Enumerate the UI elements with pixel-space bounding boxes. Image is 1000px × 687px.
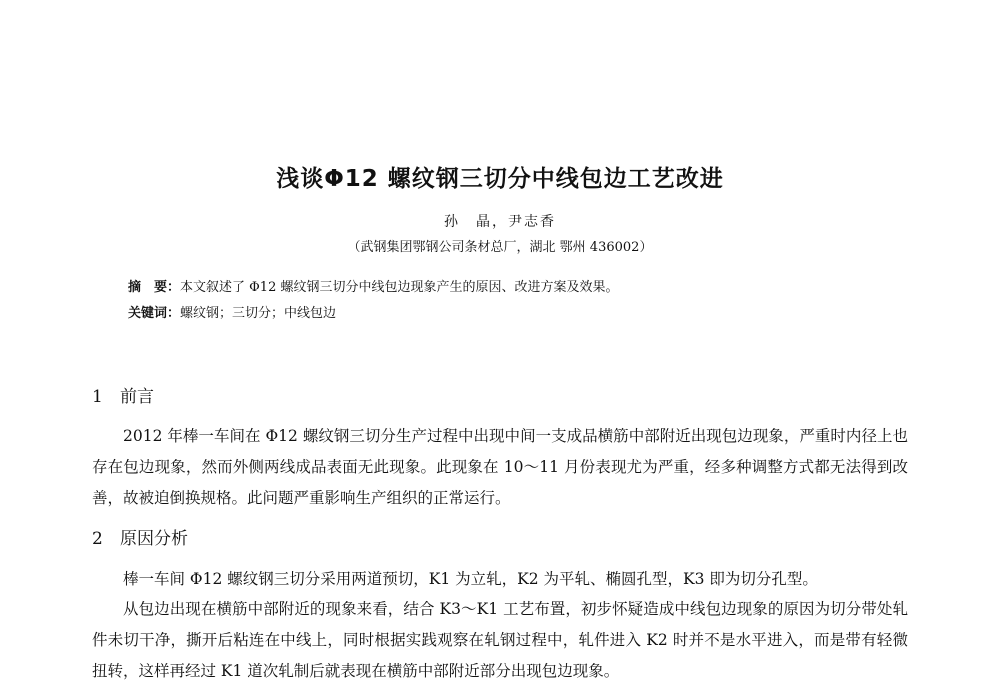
section-heading-2 (92, 524, 188, 549)
section-number: 2 (92, 529, 103, 549)
paragraph: 从包边出现在横筋中部附近的现象来看，结合 K3～K1 工艺布置，初步怀疑造成中线包边现象的原因为切分带处轧件未切干净，撕开后粘连在中线上，同时根据实践观察在轧钢过程中，轧件进入 K2 时并不是水平进入，而是带有轻微扭转，这样再经过 K1 道次轧制后就表现在横筋中部附近部分出现包边现象。 (92, 600, 908, 680)
section-number: 1 (92, 387, 103, 407)
paper-title: 浅谈Φ12 螺纹钢三切分中线包边工艺改进 (276, 166, 724, 192)
paragraph: 棒一车间 Φ12 螺纹钢三切分采用两道预切，K1 为立轧，K2 为平轧、椭圆孔型，K3 即为切分孔型。 (123, 570, 818, 588)
abstract-text: 本文叙述了 Φ12 螺纹钢三切分中线包边现象产生的原因、改进方案及效果。 (180, 280, 619, 295)
section-title: 原因分析 (120, 529, 188, 549)
section-title: 前言 (120, 387, 154, 407)
paper-affiliation: （武钢集团鄂钢公司条材总厂，湖北 鄂州 436002） (347, 240, 653, 255)
paper-authors: 孙 晶，尹志香 (444, 214, 556, 230)
keywords-label: 关键词： (128, 306, 181, 321)
keywords (128, 302, 336, 321)
section-heading-1 (92, 382, 154, 407)
abstract (128, 276, 618, 295)
abstract-label: 摘 要： (128, 280, 181, 295)
paragraph: 2012 年棒一车间在 Φ12 螺纹钢三切分生产过程中出现中间一支成品横筋中部附近出现包边现象，严重时内径上也存在包边现象，然而外侧两线成品表面无此现象。此现象在 10～11 月份表现尤为严重，经多种调整方式都无法得到改善，故被迫倒换规格。此问题严重影响生产组织的正常运行。 (92, 427, 908, 507)
keywords-text: 螺纹钢；三切分；中线包边 (180, 306, 337, 321)
